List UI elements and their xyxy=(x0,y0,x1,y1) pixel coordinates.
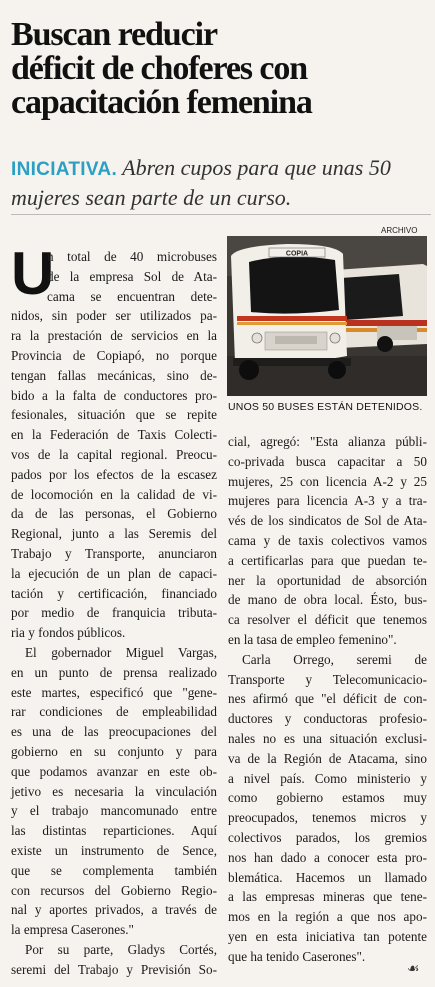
article-line: ra la prestación de servicios en la xyxy=(11,328,217,344)
article-line: nal y aportes privados, a través de xyxy=(11,902,217,918)
photo-caption: UNOS 50 BUSES ESTÁN DETENIDOS. xyxy=(228,401,423,413)
headline-line: Buscan reducir xyxy=(11,16,217,53)
headline-line: capacitación femenina xyxy=(11,84,312,121)
article-line: va de la Región de Atacama, sino xyxy=(228,750,427,766)
article-line: que podamos avanzar en este ob- xyxy=(11,763,217,779)
article-line: cama y de taxis colectivos vamos xyxy=(228,532,427,548)
article-line: jetivo es necesaria la vinculación xyxy=(11,783,217,799)
divider xyxy=(11,214,431,215)
headline xyxy=(11,18,429,120)
article-line: Transporte y Telecomunicacio- xyxy=(228,671,427,687)
article-line: colectivos parados, los gremios xyxy=(228,829,427,845)
article-line: tación y certificación, financiado xyxy=(11,585,217,601)
bus-photo xyxy=(227,236,427,396)
article-line: mujeres para licencia A-3 y a tra- xyxy=(228,493,427,509)
article-line: con recursos del Gobierno Regio- xyxy=(11,882,217,898)
article-line: Carla Orrego, seremi de xyxy=(242,651,427,667)
article-line: vés de los sindicatos de Sol de Ata- xyxy=(228,513,427,529)
bus-background xyxy=(335,264,427,352)
article-deck xyxy=(11,154,431,212)
article-line: Trabajo y Transporte, anunciaron xyxy=(11,545,217,561)
article-line: nidos, sin poder ser utilizados pa- xyxy=(11,308,217,324)
end-mark-icon: ☙ xyxy=(407,962,420,977)
article-line: blemática. Hacemos un llamado xyxy=(228,869,427,885)
article-line: mos en la región a que nos apo- xyxy=(228,909,427,925)
article-line: la ejecución de un plan de capaci- xyxy=(11,565,217,581)
article-line: de locomoción en la calidad de vi- xyxy=(11,486,217,502)
article-line: n total de 40 microbuses xyxy=(47,249,217,264)
article-line: de la empresa Sol de Ata- xyxy=(47,268,217,284)
article-line: da de las personas, el Gobierno xyxy=(11,506,217,522)
article-line: y el trabajo mancomunado entre xyxy=(11,803,217,819)
article-line: nales no es una situación exclusi- xyxy=(228,730,427,746)
article-line: bido a la falta de conductores pro- xyxy=(11,387,217,403)
article-line: mujeres, 25 con licencia A-2 y 25 xyxy=(228,473,427,489)
article-line: ca resolver el déficit que tenemos xyxy=(228,612,427,628)
article-line: co-privada busca capacitar a 50 xyxy=(228,453,427,469)
article-line: a las empresas mineras que tene- xyxy=(228,889,427,905)
article-line: rar condiciones de empleabilidad xyxy=(11,704,217,720)
deck-kicker: INICIATIVA. xyxy=(11,159,118,180)
bus-photo-illustration xyxy=(227,236,427,396)
article-line: que se complementa también xyxy=(11,862,217,878)
article-line: las distintas reparticiones. Aquí xyxy=(11,823,217,839)
article-line: vos de la capital regional. Preocu- xyxy=(11,446,217,462)
article-line: fesionales, situación que se repite xyxy=(11,407,217,423)
article-line: El gobernador Miguel Vargas, xyxy=(25,644,217,660)
article-line: ria y fondos públicos. xyxy=(11,625,126,641)
article-line: yen en esta iniciativa tan potente xyxy=(228,928,427,944)
article-line: existe un instrumento de Sence, xyxy=(11,842,217,858)
article-line: en la tasa de empleo femenino". xyxy=(228,631,397,647)
article-line: preocupados, tenemos micros y xyxy=(228,810,427,826)
article-line: en la Federación de Taxis Colecti- xyxy=(11,427,217,443)
bus-sign: COPIA xyxy=(285,250,309,258)
article-column-left xyxy=(11,240,217,979)
bus-foreground xyxy=(231,244,351,380)
headline-line: déficit de choferes con xyxy=(11,50,308,87)
article-column-right xyxy=(228,432,427,967)
article-line: a certificarlas para que puedan te- xyxy=(228,552,427,568)
article-line: que ha tenido Caserones". xyxy=(228,948,366,964)
article-line: Provincia de Copiapó, no porque xyxy=(11,347,217,363)
article-line: es una de las preocupaciones del xyxy=(11,724,217,740)
article-line: gobierno en su conjunto y para xyxy=(11,743,217,759)
article-line: este martes, especificó que "gene- xyxy=(11,684,217,700)
article-line: la empresa Caserones." xyxy=(11,922,134,938)
article-line: de mano de obra local. Ésto, bus- xyxy=(228,592,427,608)
article-line: tengan fallas mecánicas, sino de- xyxy=(11,367,217,383)
article-line: a nivel país. Como ministerio y xyxy=(228,770,427,786)
article-line: en un punto de prensa realizado xyxy=(11,664,217,680)
article-line: ductores y conductoras profesio- xyxy=(228,711,427,727)
deck-text: Abren cupos para que unas 50 mujeres sean parte de un curso. xyxy=(11,155,391,210)
article-line: como gobierno estamos muy xyxy=(228,790,427,806)
article-line: por medio de franquicia tributa- xyxy=(11,605,217,621)
article-line: cama se encuentran dete- xyxy=(47,288,217,304)
article-line: Por su parte, Gladys Cortés, xyxy=(25,941,217,957)
article-line: seremi del Trabajo y Previsión So- xyxy=(11,961,217,977)
article-line: nes afirmó que "el déficit de con- xyxy=(228,691,427,707)
article-line: ner la oportunidad de absorción xyxy=(228,572,427,588)
article-line: Regional, junto a las Seremis del xyxy=(11,526,217,542)
article-line: nos han dado a conocer esta pro- xyxy=(228,849,427,865)
photo-credit: ARCHIVO xyxy=(381,226,418,235)
article-line: pados por los efectos de la escasez xyxy=(11,466,217,482)
drop-cap: U xyxy=(11,240,55,307)
article-line: cial, agregó: "Esta alianza públi- xyxy=(228,434,427,449)
